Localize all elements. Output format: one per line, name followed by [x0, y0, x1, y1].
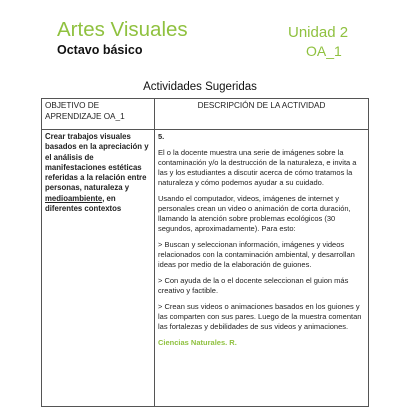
table-row [42, 130, 369, 407]
activity-number: 5. [158, 132, 165, 141]
oa-label: OA_1 [306, 43, 342, 59]
subject-title: Artes Visuales [57, 18, 188, 41]
objective-text: Crear trabajos visuales basados en la apreciación y el análisis de manifestaciones estéticas referidas a la relación entre personas, naturaleza y [45, 132, 149, 193]
section-title: Actividades Sugeridas [143, 81, 257, 93]
activity-paragraph: Usando el computador, videos, imágenes de internet y personales crean un video o animación de corta duración, llamando la atención sobre problemas ecológicos (30 segundos, aproximadamente). Para esto: [158, 194, 351, 233]
description-column-header: DESCRIPCIÓN DE LA ACTIVIDAD [155, 99, 369, 130]
unit-label: Unidad 2 [288, 24, 349, 41]
cross-subject-link: Ciencias Naturales. R. [158, 338, 237, 347]
table-header-row [42, 99, 369, 130]
description-cell [155, 130, 369, 407]
activity-step: > Crean sus videos o animaciones basados en los guiones y las comparten con sus pares. Luego de la muestra comentan las fortalezas y debilidades de sus videos y animaciones. [158, 302, 362, 331]
grade-subtitle: Octavo básico [57, 43, 143, 57]
objective-column-header: OBJETIVO DE APRENDIZAJE OA_1 [42, 99, 155, 130]
objective-underlined-term: medioambiente [45, 193, 103, 203]
activities-table [41, 98, 369, 407]
activity-step: > Buscan y seleccionan información, imágenes y videos relacionados con la contaminación ambiental, y desarrollan ideas por medio de la elaboración de guiones. [158, 240, 355, 269]
activity-step: > Con ayuda de la o el docente seleccionan el guion más creativo y factible. [158, 276, 349, 295]
objective-cell [42, 130, 155, 407]
objective-text-end: , en diferentes contextos [45, 193, 122, 214]
activity-paragraph: El o la docente muestra una serie de imágenes sobre la contaminación y/o la destrucción de la naturaleza, e invita a las y los estudiantes a discutir acerca de cómo tratamos la naturaleza y cómo podemos ayudar a su cuidado. [158, 148, 357, 187]
